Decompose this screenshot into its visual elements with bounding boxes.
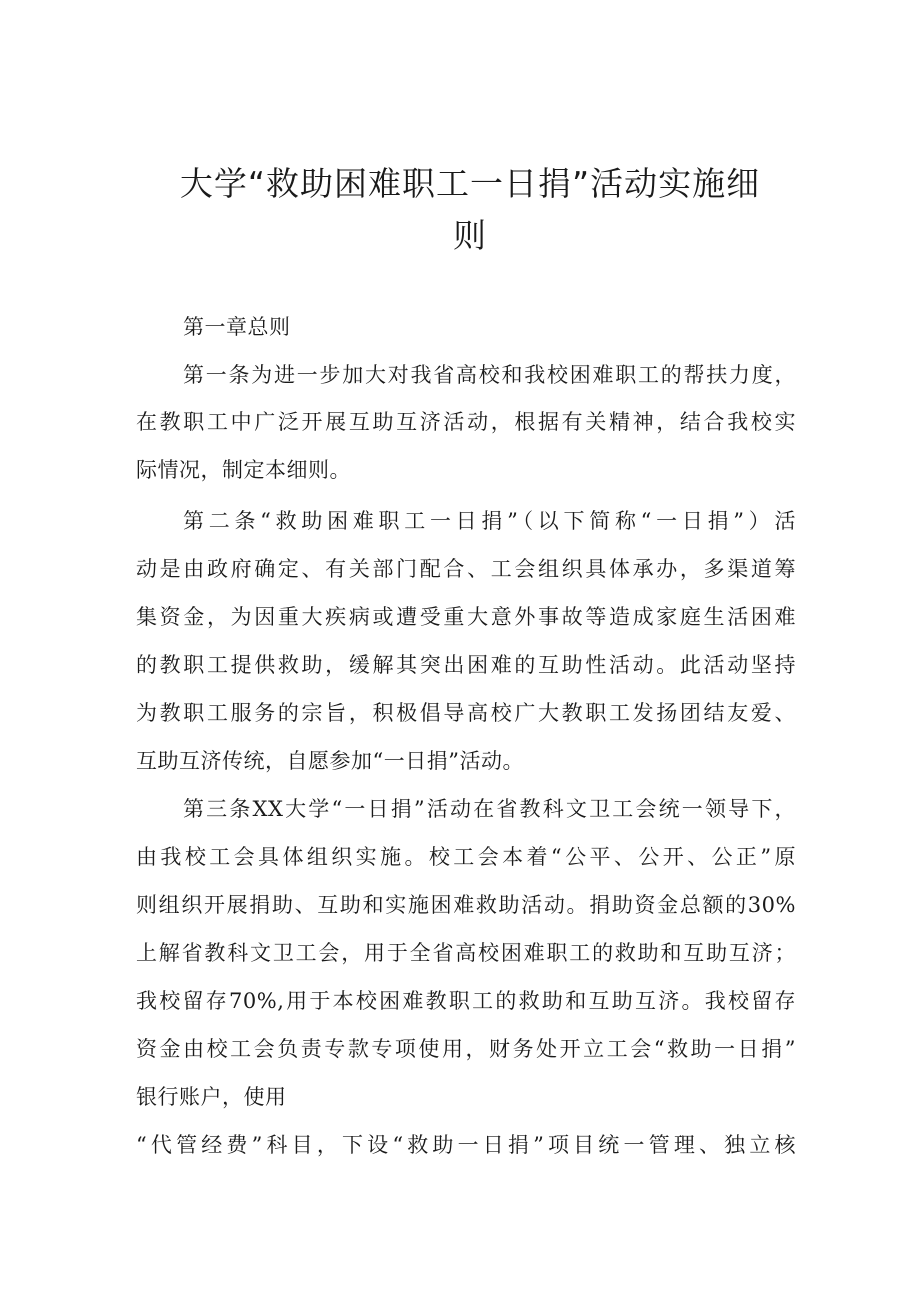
article-3-line-5: 我校留存70%,用于本校困难教职工的救助和互助互济。我校留存 bbox=[136, 989, 796, 1013]
chapter-heading: 第一章总则 bbox=[183, 315, 291, 339]
document-title bbox=[120, 158, 820, 262]
article-1-line-1: 第一条为进一步加大对我省高校和我校困难职工的帮扶力度， bbox=[183, 363, 796, 387]
article-1-line-3: 际情况，制定本细则。 bbox=[136, 458, 351, 482]
article-3-line-7: 银行账户，使用 bbox=[136, 1085, 287, 1109]
article-2-line-2: 动是由政府确定、有关部门配合、工会组织具体承办，多渠道筹 bbox=[136, 557, 796, 581]
article-2-line-1: 第二条“救助困难职工一日捐”（以下简称“一日捐”）活 bbox=[183, 509, 796, 533]
title-line-1: 大学“救助困难职工一日捐”活动实施细 bbox=[179, 164, 761, 203]
article-2-line-6: 互助互济传统，自愿参加“一日捐”活动。 bbox=[136, 749, 524, 773]
title-line-2: 则 bbox=[453, 216, 487, 255]
article-3-line-4: 上解省教科文卫工会，用于全省高校困难职工的救助和互助互济； bbox=[136, 941, 796, 965]
article-1-line-2: 在教职工中广泛开展互助互济活动，根据有关精神，结合我校实 bbox=[136, 410, 796, 434]
article-3-line-8: “代管经费”科目，下设“救助一日捐”项目统一管理、独立核 bbox=[136, 1133, 796, 1157]
article-2-line-5: 为教职工服务的宗旨，积极倡导高校广大教职工发扬团结友爱、 bbox=[136, 701, 796, 725]
article-3-line-6: 资金由校工会负责专款专项使用，财务处开立工会“救助一日捐” bbox=[136, 1037, 796, 1061]
article-2-line-4: 的教职工提供救助，缓解其突出困难的互助性活动。此活动坚持 bbox=[136, 653, 796, 677]
article-3-line-2: 由我校工会具体组织实施。校工会本着“公平、公开、公正”原 bbox=[136, 845, 796, 869]
article-3-line-1: 第三条XX大学“一日捐”活动在省教科文卫工会统一领导下， bbox=[183, 797, 796, 821]
article-3-line-3: 则组织开展捐助、互助和实施困难救助活动。捐助资金总额的30% bbox=[136, 893, 796, 917]
article-2-line-3: 集资金，为因重大疾病或遭受重大意外事故等造成家庭生活困难 bbox=[136, 605, 796, 629]
